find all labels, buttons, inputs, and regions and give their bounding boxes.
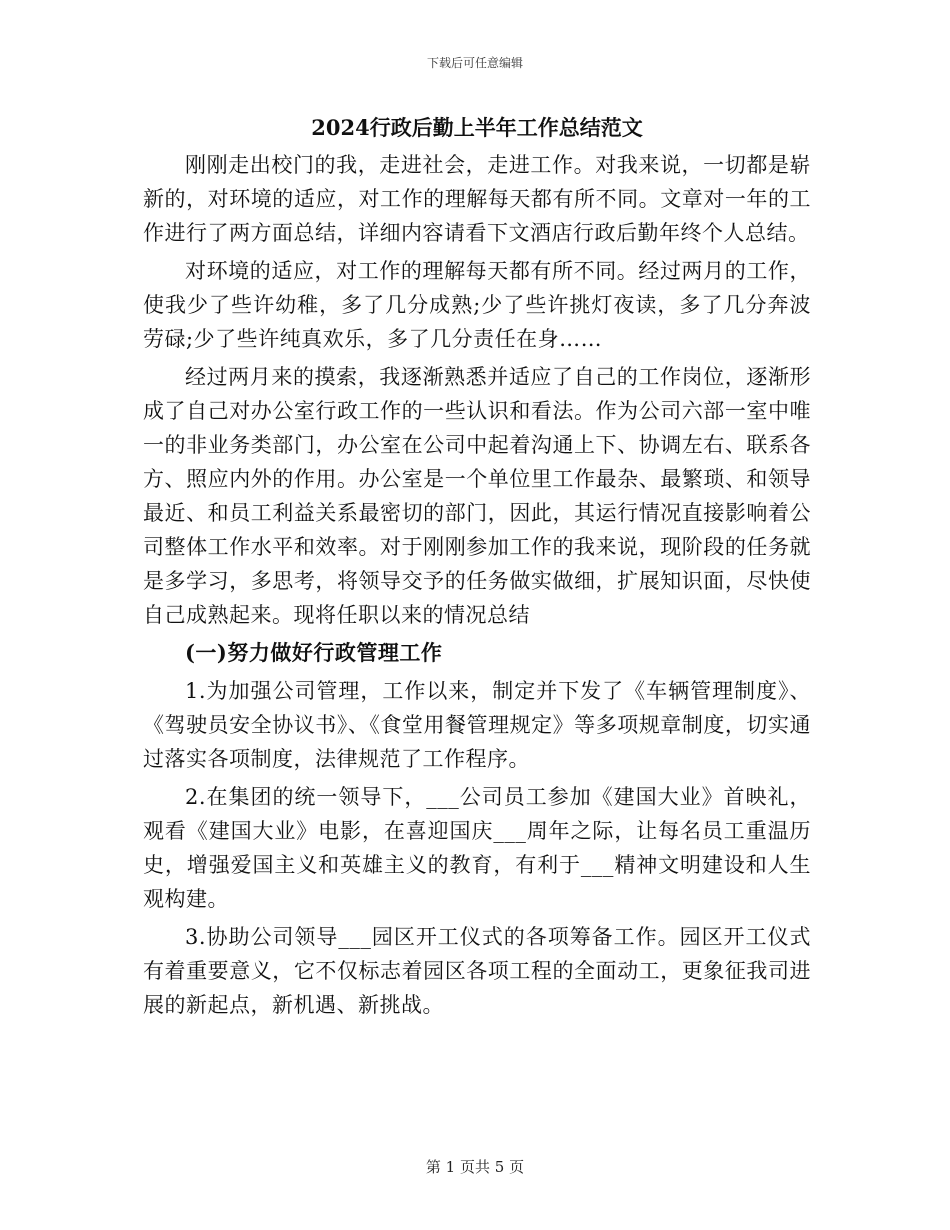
paragraph-office-role: 经过两月来的摸索，我逐渐熟悉并适应了自己的工作岗位，逐渐形成了自己对办公室行政工作的一些认识和看法。作为公司六部一室中唯一的非业务类部门，办公室在公司中起着沟通上下、协调左右、联系各方、照应内外的作用。办公室是一个单位里工作最杂、最繁琐、和领导最近、和员工利益关系最密切的部门，因此，其运行情况直接影响着公司整体工作水平和效率。对于刚刚参加工作的我来说，现阶段的任务就是多学习，多思考，将领导交予的任务做实做细，扩展知识面，尽快使自己成熟起来。现将任职以来的情况总结 <box>143 365 811 627</box>
list-item-3: 3.协助公司领导___园区开工仪式的各项筹备工作。园区开工仪式有着重要意义，它不仅标志着园区各项工程的全面动工，更象征我司进展的新起点，新机遇、新挑战。 <box>143 925 811 1017</box>
section-heading-admin: (一)努力做好行政管理工作 <box>185 640 443 665</box>
paragraph-adaptation: 对环境的适应，对工作的理解每天都有所不同。经过两月的工作，使我少了些许幼稚，多了几分成熟;少了些许挑灯夜读，多了几分奔波劳碌;少了些许纯真欢乐，多了几分责任在身…… <box>143 259 811 351</box>
page-number-footer: 第 1 页共 5 页 <box>425 1158 525 1176</box>
paragraph-intro: 刚刚走出校门的我，走进社会，走进工作。对我来说，一切都是崭新的，对环境的适应，对工作的理解每天都有所不同。文章对一年的工作进行了两方面总结，详细内容请看下文酒店行政后勤年终个人总结。 <box>143 153 811 245</box>
document-title: 2024行政后勤上半年工作总结范文 <box>311 115 643 140</box>
list-item-2: 2.在集团的统一领导下，___公司员工参加《建国大业》首映礼，观看《建国大业》电影，在喜迎国庆___周年之际，让每名员工重温历史，增强爱国主义和英雄主义的教育，有利于___精神文明建设和人生观构建。 <box>143 785 811 911</box>
page-header-note: 下载后可任意编辑 <box>426 56 523 70</box>
document-body <box>143 108 811 1026</box>
list-item-1: 1.为加强公司管理，工作以来，制定并下发了《车辆管理制度》、《驾驶员安全协议书》、《食堂用餐管理规定》等多项规章制度，切实通过落实各项制度，法律规范了工作程序。 <box>143 679 811 771</box>
